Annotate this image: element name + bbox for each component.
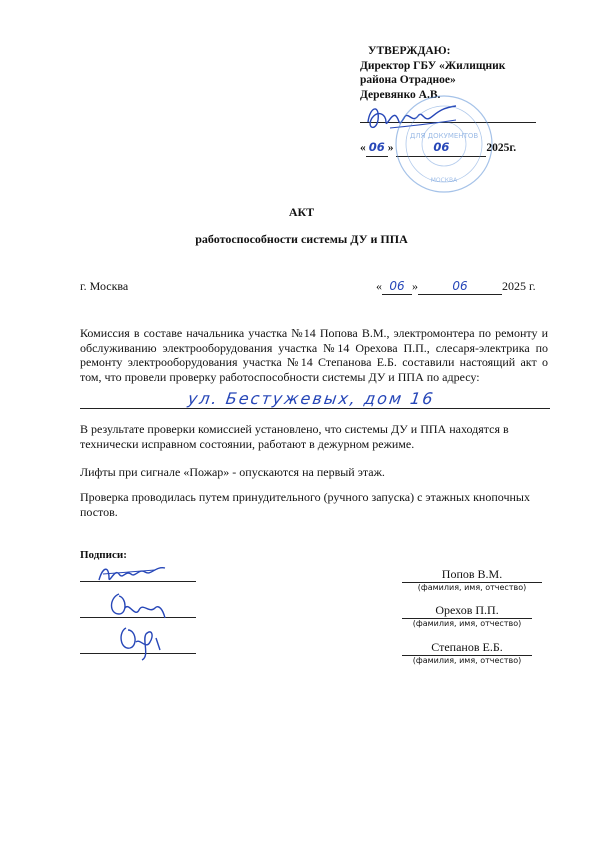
document-date-day: 06 [389,279,405,293]
check-method-paragraph: Проверка проводилась путем принудительного (ручного запуска) с этажных кнопочных постов. [80,490,530,519]
approval-director-name: Деревянко А.В. [360,88,441,101]
signature-name: Попов В.М. [402,567,542,583]
approval-date-year: 2025г. [486,142,517,154]
signature-stepanov-icon [112,620,172,662]
signature-note: (фамилия, имя, отчество) [417,583,527,592]
approval-date-open-quote: « [360,142,366,154]
approval-organization: района Отрадное» [360,74,456,86]
approval-date-close-quote: » [387,142,394,154]
commission-paragraph: Комиссия в составе начальника участка №14 Попова В.М., электромонтера по ремонту и обслуживанию электрооборудования участка №14 Орехова П.П., слесаря-электрика по ремонту электрооборудования участка №14 Степанова Е.Б. составили настоящий акт о том, что провели проверку работоспособности системы ДУ и ППА по адресу: [80,326,548,384]
organization-stamp-icon [378,92,510,196]
result-paragraph: В результате проверки комиссией установлено, что системы ДУ и ППА находятся в технически исправном состоянии, работают в дежурном режиме. [80,422,509,451]
approval-date-day: 06 [368,140,385,154]
document-date-open-quote: « [376,279,382,293]
signature-row-2 [402,603,532,628]
document-heading: АКТ [288,205,315,219]
document-date-year: 2025 г. [502,279,536,293]
approval-position: Директор ГБУ «Жилищник [360,59,506,72]
signature-row-1 [402,567,542,592]
document-date-month: 06 [452,279,468,293]
signature-note: (фамилия, имя, отчество) [412,656,522,665]
signature-name: Степанов Е.Б. [402,640,532,656]
signature-name: Орехов П.П. [402,603,532,619]
signatures-label: Подписи: [80,549,127,561]
stamp-text: ДЛЯ ДОКУМЕНТОВ [409,132,479,140]
document-date-close-quote: » [412,279,418,293]
document-date [376,279,551,295]
signature-row-3 [402,640,532,665]
elevators-paragraph: Лифты при сигнале «Пожар» - опускаются на первый этаж. [80,465,385,479]
address-handwritten: ул. Бестужевых, дом 16 [186,389,436,408]
approval-title: УТВЕРЖДАЮ: [368,45,451,57]
approval-date-month: 06 [433,140,450,154]
document-subheading: работоспособности системы ДУ и ППА [195,232,408,246]
signature-popov-icon [95,560,175,588]
document-city: г. Москва [80,279,129,293]
address-line [80,408,550,409]
signature-note: (фамилия, имя, отчество) [412,619,522,628]
stamp-city: МОСКВА [430,177,458,184]
